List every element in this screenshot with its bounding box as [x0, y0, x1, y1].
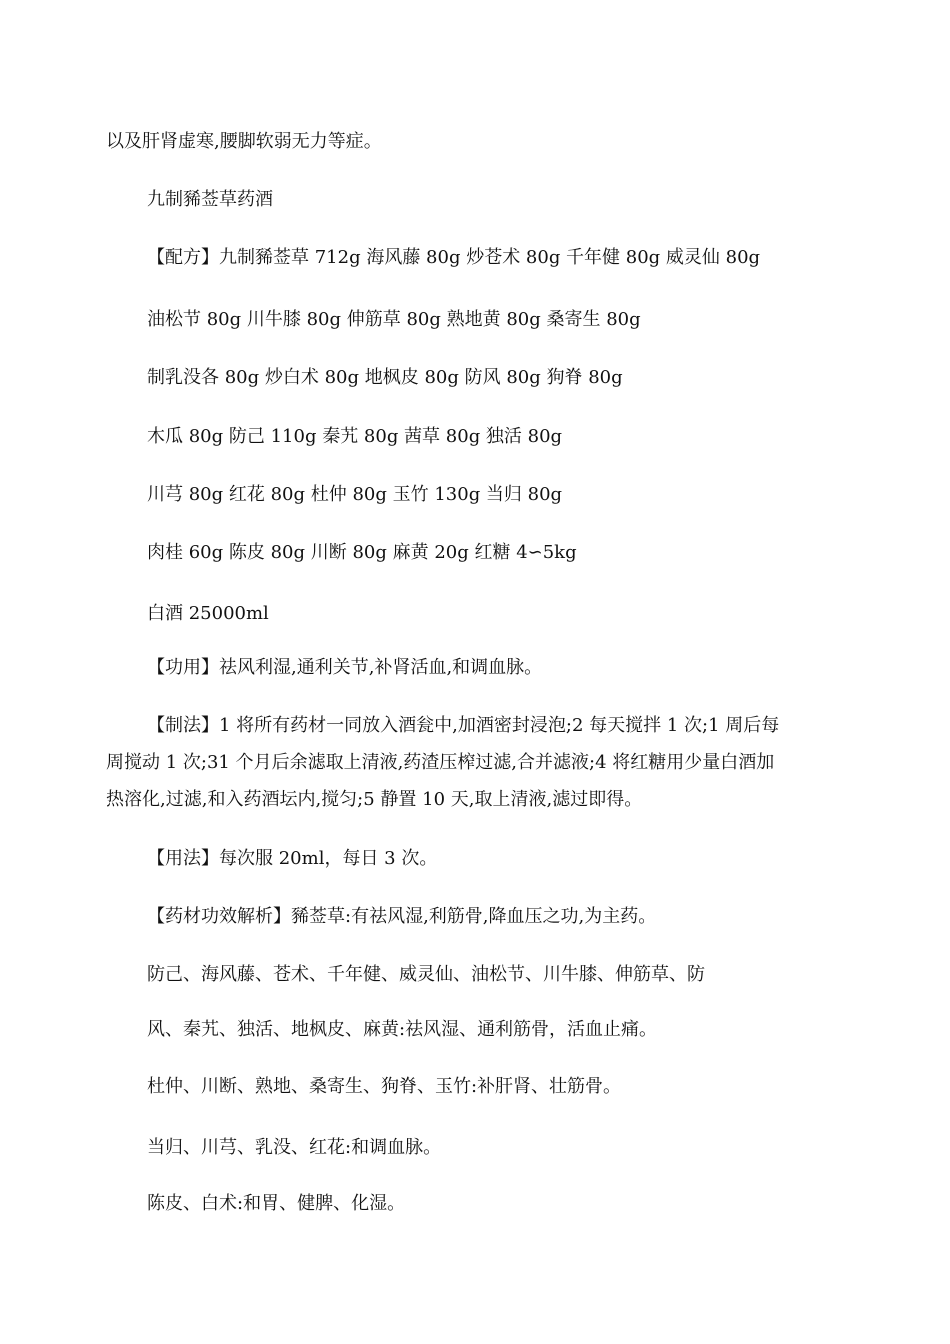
- formula-line: 【配方】九制豨莶草 712g 海风藤 80g 炒苍术 80g 千年健 80g 威灵仙 80g: [147, 247, 761, 268]
- method-paragraph: 热溶化,过滤,和入药酒坛内,搅匀;5 静置 10 天,取上清液,滤过即得。: [106, 789, 643, 810]
- analysis-line: 陈皮、白术:和胃、健脾、化湿。: [147, 1193, 406, 1214]
- analysis-line: 杜仲、川断、熟地、桑寄生、狗脊、玉竹:补肝肾、壮筋骨。: [147, 1076, 622, 1097]
- analysis-line: 当归、川芎、乳没、红花:和调血脉。: [147, 1137, 442, 1158]
- text-line: 以及肝肾虚寒,腰脚软弱无力等症。: [106, 131, 382, 152]
- formula-line: 白酒 25000ml: [147, 603, 269, 624]
- formula-line: 油松节 80g 川牛膝 80g 伸筋草 80g 熟地黄 80g 桑寄生 80g: [147, 309, 641, 330]
- function-paragraph: 【功用】祛风利湿,通利关节,补肾活血,和调血脉。: [147, 657, 543, 678]
- formula-line: 木瓜 80g 防己 110g 秦艽 80g 茜草 80g 独活 80g: [147, 426, 563, 447]
- formula-line: 肉桂 60g 陈皮 80g 川断 80g 麻黄 20g 红糖 4∽5kg: [147, 542, 577, 563]
- formula-line: 川芎 80g 红花 80g 杜仲 80g 玉竹 130g 当归 80g: [147, 484, 563, 505]
- analysis-paragraph: 【药材功效解析】豨莶草:有祛风湿,利筋骨,降血压之功,为主药。: [147, 906, 657, 927]
- section-title: 九制豨莶草药酒: [147, 189, 273, 210]
- method-paragraph: 【制法】1 将所有药材一同放入酒瓮中,加酒密封浸泡;2 每天搅拌 1 次;1 周后每: [147, 715, 780, 736]
- analysis-line: 防己、海风藤、苍术、千年健、威灵仙、油松节、川牛膝、伸筋草、防: [147, 964, 705, 985]
- analysis-line: 风、秦艽、独活、地枫皮、麻黄:祛风湿、通利筋骨，活血止痛。: [147, 1019, 658, 1040]
- formula-line: 制乳没各 80g 炒白术 80g 地枫皮 80g 防风 80g 狗脊 80g: [147, 367, 623, 388]
- usage-paragraph: 【用法】每次服 20ml，每日 3 次。: [147, 848, 438, 869]
- method-paragraph: 周搅动 1 次;31 个月后余滤取上清液,药渣压榨过滤,合并滤液;4 将红糖用少量白酒加: [106, 752, 775, 773]
